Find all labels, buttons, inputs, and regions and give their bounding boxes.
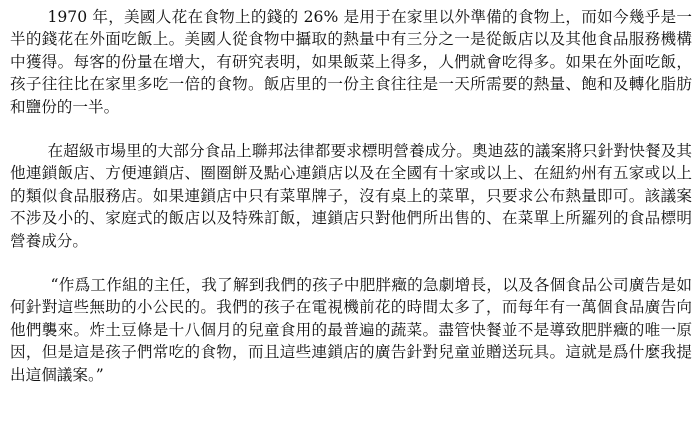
paragraph-nutrition-labeling-bill: 在超級市場里的大部分食品上聯邦法律都要求標明營養成分。奧迪茲的議案將只針對快餐及其他連鎖飯店、方便連鎖店、圈圈餅及點心連鎖店以及在全國有十家或以上、在紐約州有五家或以上的類似食品服務店。如果連鎖店中只有菜單牌子，沒有桌上的菜單，只要求公布熱量即可。該議案不涉及小的、家庭式的飯店以及特殊訂飯，連鎖店只對他們所出售的、在菜單上所羅列的食品標明營養成分。 (10, 142, 692, 250)
paragraph-dining-out-statistics: 1970 年，美國人花在食物上的錢的 26% 是用于在家里以外準備的食物上，而如今幾乎是一半的錢花在外面吃飯上。美國人從食物中攝取的熱量中有三分之一是從飯店以及其他食品服務機構中獲得。每客的份量在增大，有研究表明，如果飯菜上得多，人們就會吃得多。如果在外面吃飯，孩子往往比在家里多吃一倍的食物。飯店里的一份主食往往是一天所需要的熱量、飽和及轉化脂肪和鹽份的一半。 (10, 8, 692, 116)
paragraph-task-force-quote: “作爲工作組的主任，我了解到我們的孩子中肥胖癥的急劇增長，以及各個食品公司廣告是如何針對這些無助的小公民的。我們的孩子在電視機前花的時間太多了，而每年有一萬個食品廣告向他們襲來。炸土豆條是十八個月的兒童食用的最普遍的蔬菜。盡管快餐並不是導致肥胖癥的唯一原因，但是這是孩子們常吃的食物，而且這些連鎖店的廣告針對兒童並贈送玩具。這就是爲什麼我提出這個議案。” (10, 276, 692, 384)
